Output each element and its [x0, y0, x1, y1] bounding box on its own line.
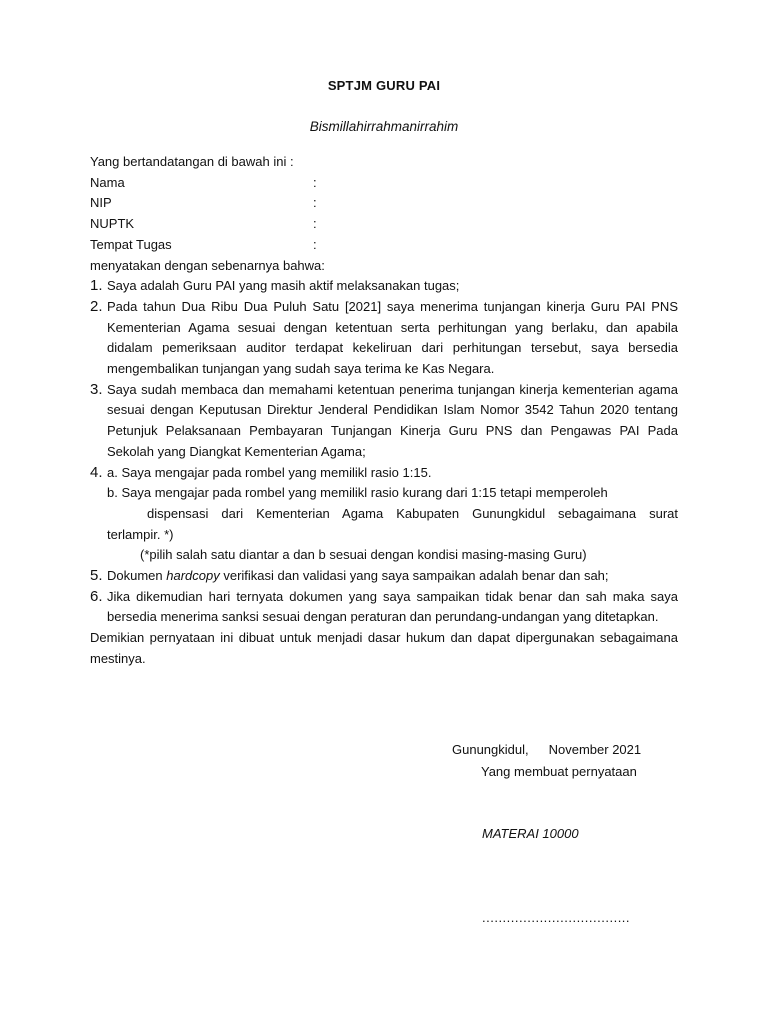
option-a: a. Saya mengajar pada rombel yang memilikl rasio 1:15.	[107, 464, 432, 480]
option-b-line-3: terlampir. *)	[107, 526, 174, 542]
field-label: NIP	[90, 195, 112, 211]
field-label: Tempat Tugas	[90, 236, 172, 252]
item-number: 5.	[90, 567, 103, 585]
signature-maker: Yang membuat pernyataan	[481, 764, 637, 779]
field-label: Nama	[90, 174, 125, 190]
list-item-5	[90, 566, 678, 587]
signature-place-date	[452, 742, 641, 757]
basmalah: Bismillahirrahmanirrahim	[309, 119, 459, 134]
document-title: SPTJM GURU PAI	[327, 78, 441, 93]
item-text-pre: Dokumen	[107, 568, 167, 584]
list-item-6	[90, 587, 678, 628]
declaration-lead: menyatakan dengan sebenarnya bahwa:	[90, 257, 325, 273]
list-item-2	[90, 297, 678, 380]
item-text: Jika dikemudian hari ternyata dokumen yang saya sampaikan tidak benar dan sah maka saya bersedia menerima sanksi sesuai dengan peraturan dan perundang-undangan yang ditetapkan.	[107, 588, 678, 625]
option-b-line-2: dispensasi dari Kementerian Agama Kabupaten Gunungkidul sebagaimana surat	[147, 505, 678, 521]
field-colon: :	[313, 236, 317, 252]
field-label: NUPTK	[90, 216, 135, 232]
field-row-nip	[90, 193, 678, 214]
item-text: Pada tahun Dua Ribu Dua Puluh Satu [2021] saya menerima tunjangan kinerja Guru PAI PNS Kementerian Agama sesuai dengan ketentuan serta perhitungan yang berlaku, dan apabila didalam pemeriksaan auditor terdapat kekeliruan dari perhitungan tersebut, saya bersedia mengembalikan tunjangan yang sudah saya terima ke Kas Negara.	[107, 298, 678, 377]
list-item-4	[90, 463, 678, 567]
field-row-tempat-tugas	[90, 235, 678, 256]
signature-date: November 2021	[548, 742, 642, 757]
intro-line: Yang bertandatangan di bawah ini :	[90, 154, 294, 169]
item-number: 3.	[90, 380, 103, 398]
item-text-emphasis: hardcopy	[166, 568, 220, 584]
item-number: 4.	[90, 463, 103, 481]
closing-paragraph: Demikian pernyataan ini dibuat untuk menjadi dasar hukum dan dapat dipergunakan sebagaimana mestinya.	[90, 630, 678, 666]
option-b-line-1: b. Saya mengajar pada rombel yang memilikl rasio kurang dari 1:15 tetapi memperoleh	[107, 485, 608, 501]
item-number: 6.	[90, 587, 103, 605]
field-colon: :	[313, 216, 317, 232]
signature-place: Gunungkidul,	[452, 742, 529, 757]
list-item-3	[90, 380, 678, 463]
document-body	[90, 152, 678, 670]
item-text: Saya adalah Guru PAI yang masih aktif melaksanakan tugas;	[107, 278, 460, 294]
item-number: 1.	[90, 277, 103, 295]
stamp-placeholder: MATERAI 10000	[482, 826, 579, 841]
signature-line: ....................................	[482, 910, 631, 925]
field-colon: :	[313, 195, 317, 211]
field-colon: :	[313, 174, 317, 190]
list-item-1	[90, 276, 678, 297]
item-number: 2.	[90, 297, 103, 315]
item-text-post: verifikasi dan validasi yang saya sampaikan adalah benar dan sah;	[219, 568, 609, 584]
field-row-nama	[90, 173, 678, 194]
option-note: (*pilih salah satu diantar a dan b sesuai dengan kondisi masing-masing Guru)	[140, 547, 587, 563]
field-row-nuptk	[90, 214, 678, 235]
item-text: Saya sudah membaca dan memahami ketentuan penerima tunjangan kinerja kementerian agama sesuai dengan Keputusan Direktur Jenderal Pendidikan Islam Nomor 3542 Tahun 2020 tentang Petunjuk Pelaksanaan Pembayaran Tunjangan Kinerja Guru PNS dan Pengawas PAI Pada Sekolah yang Diangkat Kementerian Agama;	[107, 381, 678, 459]
